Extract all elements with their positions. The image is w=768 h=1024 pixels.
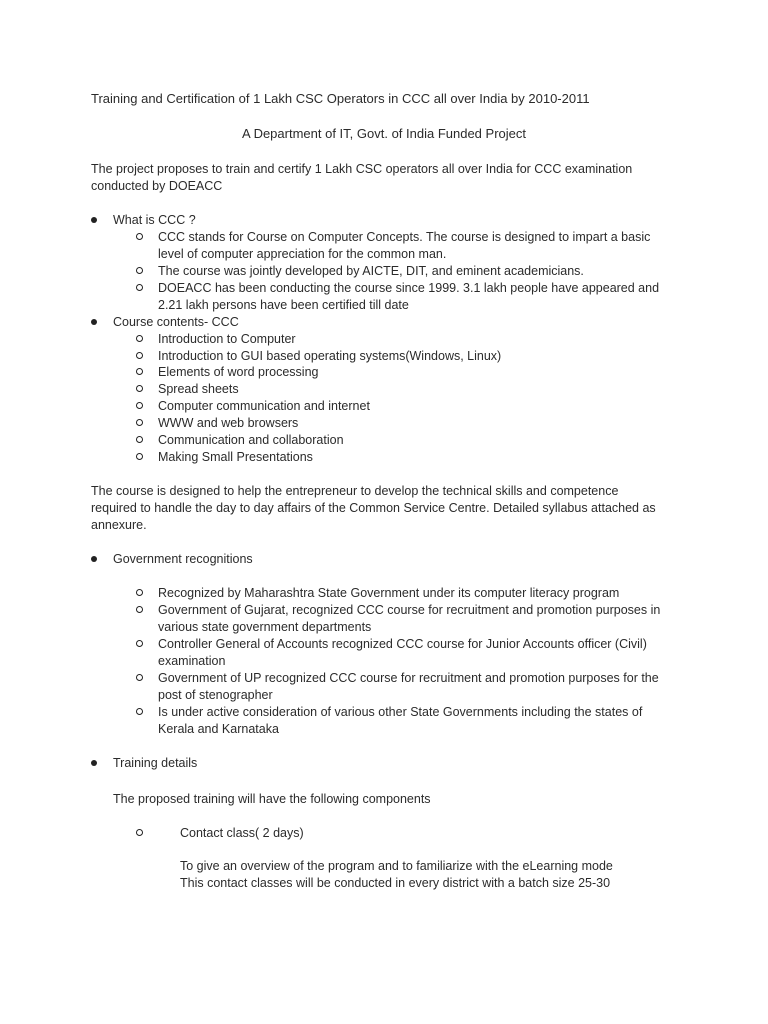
- hollow-bullet-icon: [136, 284, 143, 291]
- training-intro: The proposed training will have the following components: [113, 792, 431, 806]
- content-item-text: Communication and collaboration: [158, 433, 344, 447]
- course-paragraph-line: The course is designed to help the entrepreneur to develop the technical skills and competence: [91, 484, 619, 498]
- recognition-item-text: examination: [158, 654, 226, 668]
- hollow-bullet-icon: [136, 674, 143, 681]
- bullet-dot-icon: [91, 556, 97, 562]
- recognition-item-text: Controller General of Accounts recognized CCC course for Junior Accounts officer (Civil): [158, 637, 647, 651]
- hollow-bullet-icon: [136, 829, 143, 836]
- hollow-bullet-icon: [136, 385, 143, 392]
- hollow-bullet-icon: [136, 589, 143, 596]
- bullet-heading: Course contents- CCC: [113, 315, 239, 329]
- hollow-bullet-icon: [136, 368, 143, 375]
- content-item-text: Making Small Presentations: [158, 450, 313, 464]
- recognition-item-text: post of stenographer: [158, 688, 273, 702]
- bullet-dot-icon: [91, 760, 97, 766]
- hollow-bullet-icon: [136, 335, 143, 342]
- recognition-item-text: Is under active consideration of various other State Governments including the states of: [158, 705, 643, 719]
- training-component-text: Contact class( 2 days): [180, 826, 304, 840]
- bullet-heading: Government recognitions: [113, 552, 253, 566]
- content-item-text: Computer communication and internet: [158, 399, 370, 413]
- hollow-bullet-icon: [136, 352, 143, 359]
- hollow-bullet-icon: [136, 453, 143, 460]
- hollow-bullet-icon: [136, 708, 143, 715]
- sub-item-text: 2.21 lakh persons have been certified till date: [158, 298, 409, 312]
- intro-paragraph-line: conducted by DOEACC: [91, 179, 223, 193]
- hollow-bullet-icon: [136, 606, 143, 613]
- hollow-bullet-icon: [136, 640, 143, 647]
- recognition-item-text: Recognized by Maharashtra State Government under its computer literacy program: [158, 586, 620, 600]
- content-item-text: Spread sheets: [158, 382, 239, 396]
- intro-paragraph-line: The project proposes to train and certify 1 Lakh CSC operators all over India for CCC examination: [91, 162, 633, 176]
- recognition-item-text: Government of Gujarat, recognized CCC course for recruitment and promotion purposes in: [158, 603, 661, 617]
- document-title: Training and Certification of 1 Lakh CSC Operators in CCC all over India by 2010-2011: [91, 91, 590, 106]
- sub-item-text: level of computer appreciation for the common man.: [158, 247, 447, 261]
- hollow-bullet-icon: [136, 267, 143, 274]
- hollow-bullet-icon: [136, 436, 143, 443]
- hollow-bullet-icon: [136, 233, 143, 240]
- content-item-text: Introduction to GUI based operating systems(Windows, Linux): [158, 349, 502, 363]
- training-detail-line: This contact classes will be conducted in every district with a batch size 25-30: [180, 876, 611, 890]
- content-item-text: WWW and web browsers: [158, 416, 299, 430]
- training-detail-line: To give an overview of the program and to familiarize with the eLearning mode: [180, 859, 613, 873]
- hollow-bullet-icon: [136, 419, 143, 426]
- recognition-item-text: Government of UP recognized CCC course for recruitment and promotion purposes for the: [158, 671, 659, 685]
- content-item-text: Elements of word processing: [158, 365, 319, 379]
- bullet-dot-icon: [91, 319, 97, 325]
- content-item-text: Introduction to Computer: [158, 332, 296, 346]
- document-subtitle: A Department of IT, Govt. of India Funded Project: [242, 126, 526, 141]
- hollow-bullet-icon: [136, 402, 143, 409]
- bullet-heading: Training details: [113, 756, 198, 770]
- sub-item-text: CCC stands for Course on Computer Concepts. The course is designed to impart a basic: [158, 230, 651, 244]
- recognition-item-text: various state government departments: [158, 620, 372, 634]
- bullet-dot-icon: [91, 217, 97, 223]
- recognition-item-text: Kerala and Karnataka: [158, 722, 279, 736]
- sub-item-text: The course was jointly developed by AICTE, DIT, and eminent academicians.: [158, 264, 584, 278]
- course-paragraph-line: required to handle the day to day affairs of the Common Service Centre. Detailed syllabus attached as: [91, 501, 656, 515]
- bullet-heading: What is CCC ?: [113, 213, 196, 227]
- course-paragraph-line: annexure.: [91, 518, 147, 532]
- sub-item-text: DOEACC has been conducting the course since 1999. 3.1 lakh people have appeared and: [158, 281, 660, 295]
